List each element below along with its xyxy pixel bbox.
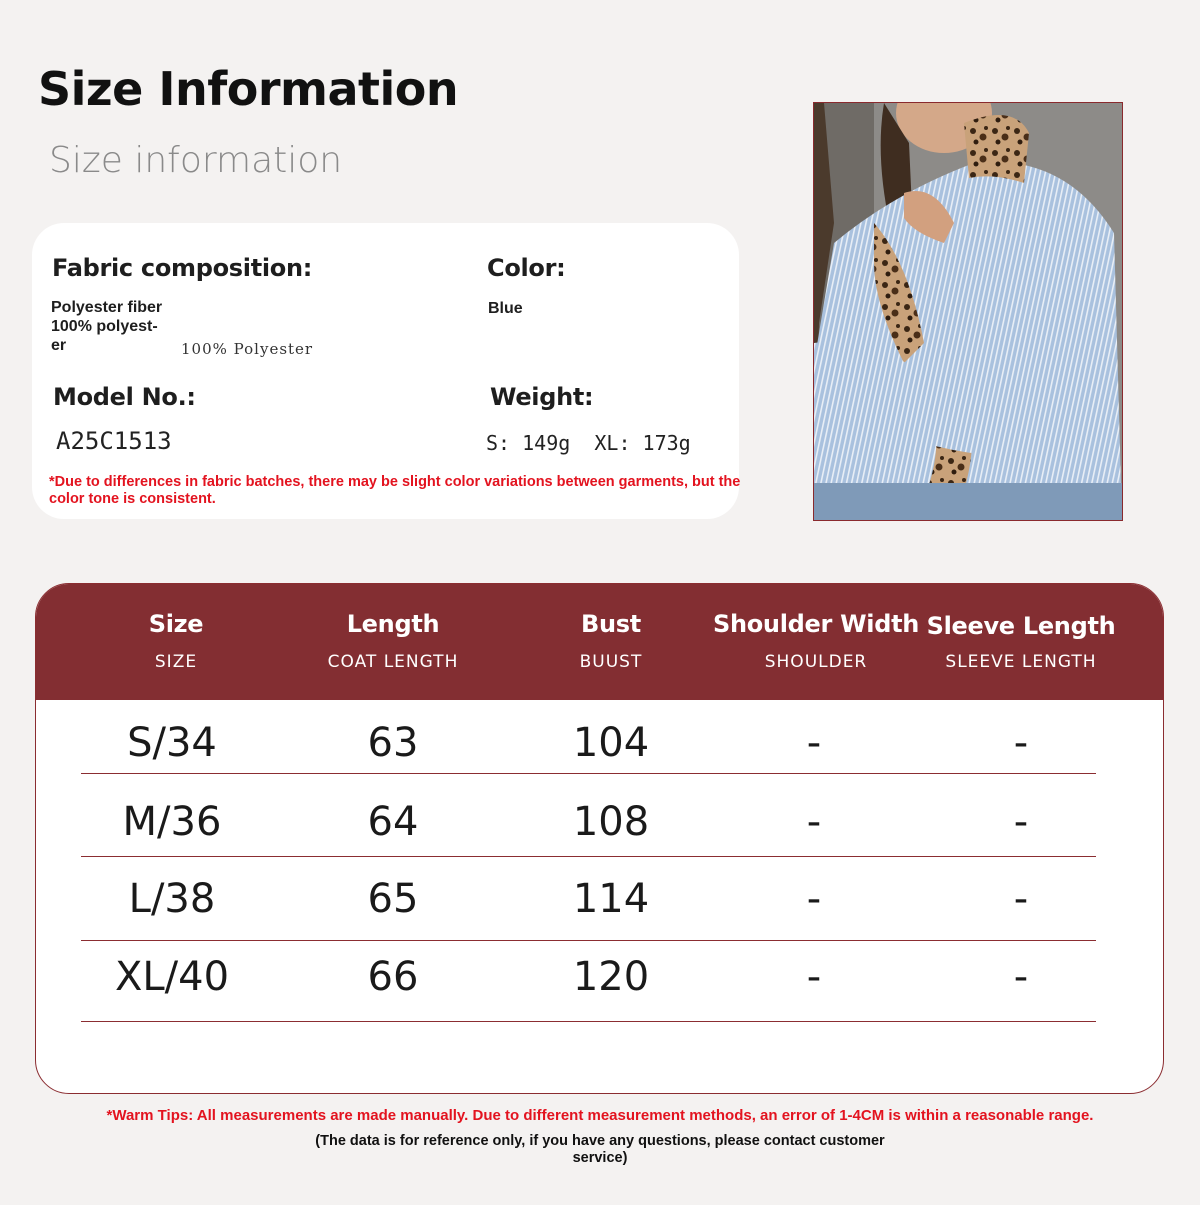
table-cell: 120: [572, 954, 650, 1000]
column-title: Size: [148, 610, 204, 638]
table-cell: 114: [572, 876, 650, 922]
size-table: [35, 583, 1164, 1094]
row-divider: [81, 856, 1096, 857]
table-cell: -: [1013, 876, 1029, 922]
table-cell: XL/40: [114, 954, 230, 1000]
reference-note: (The data is for reference only, if you have any questions, please contact customer service): [315, 1133, 885, 1166]
column-subtitle: SHOULDER: [764, 652, 868, 672]
warm-tips: *Warm Tips: All measurements are made manually. Due to different measurement methods, an error of 1-4CM is within a reasonable range.: [106, 1107, 1094, 1124]
column-header-size: [56, 610, 296, 672]
table-row: [36, 936, 1163, 1014]
weight-value: S: 149g XL: 173g: [486, 431, 691, 455]
model-label: Model No.:: [53, 383, 196, 411]
fabric-value-en: 100% Polyester: [181, 340, 314, 358]
table-cell: -: [806, 799, 822, 845]
table-cell: -: [806, 954, 822, 1000]
column-subtitle: SIZE: [154, 652, 198, 672]
model-value: A25C1513: [56, 427, 172, 455]
row-divider: [81, 1021, 1096, 1022]
column-title: Bust: [581, 610, 641, 638]
column-subtitle: BUUST: [579, 652, 643, 672]
column-title: Sleeve Length: [926, 612, 1116, 640]
table-cell: 66: [367, 954, 419, 1000]
size-table-header: [36, 584, 1163, 700]
table-cell: 104: [572, 720, 650, 766]
table-cell: M/36: [122, 799, 222, 845]
product-photo: [813, 102, 1123, 521]
column-header-length: [273, 610, 513, 672]
table-cell: 64: [367, 799, 419, 845]
column-title: Shoulder Width: [712, 610, 920, 638]
column-header-bust: [491, 610, 731, 672]
column-header-sleeve-length: [901, 612, 1141, 672]
table-row: [36, 781, 1163, 859]
row-divider: [81, 773, 1096, 774]
weight-label: Weight:: [490, 383, 594, 411]
column-subtitle: SLEEVE LENGTH: [945, 652, 1097, 672]
column-subtitle: COAT LENGTH: [327, 652, 459, 672]
page-title: Size Information: [38, 62, 459, 116]
column-title: Length: [346, 610, 440, 638]
table-cell: -: [1013, 799, 1029, 845]
table-cell: S/34: [127, 720, 217, 766]
table-cell: L/38: [128, 876, 216, 922]
table-cell: -: [1013, 720, 1029, 766]
table-cell: -: [1013, 954, 1029, 1000]
fabric-value-line1: Polyester fiber: [51, 299, 163, 316]
fabric-label: Fabric composition:: [52, 254, 313, 282]
page-subtitle: Size information: [49, 140, 343, 181]
color-label: Color:: [487, 254, 566, 282]
table-row: [36, 858, 1163, 936]
column-header-shoulder-width: [696, 610, 936, 672]
fabric-value-line3: er: [51, 337, 67, 354]
table-cell: 65: [367, 876, 419, 922]
color-variation-note: *Due to differences in fabric batches, there may be slight color variations between garments, but the color tone is consistent.: [49, 474, 741, 507]
table-cell: -: [806, 876, 822, 922]
fabric-value: [51, 298, 162, 355]
table-cell: 108: [572, 799, 650, 845]
color-value: Blue: [488, 300, 523, 317]
fabric-value-line2: 100% polyest-: [51, 318, 158, 335]
table-cell: 63: [367, 720, 419, 766]
table-cell: -: [806, 720, 822, 766]
table-row: [36, 702, 1163, 780]
